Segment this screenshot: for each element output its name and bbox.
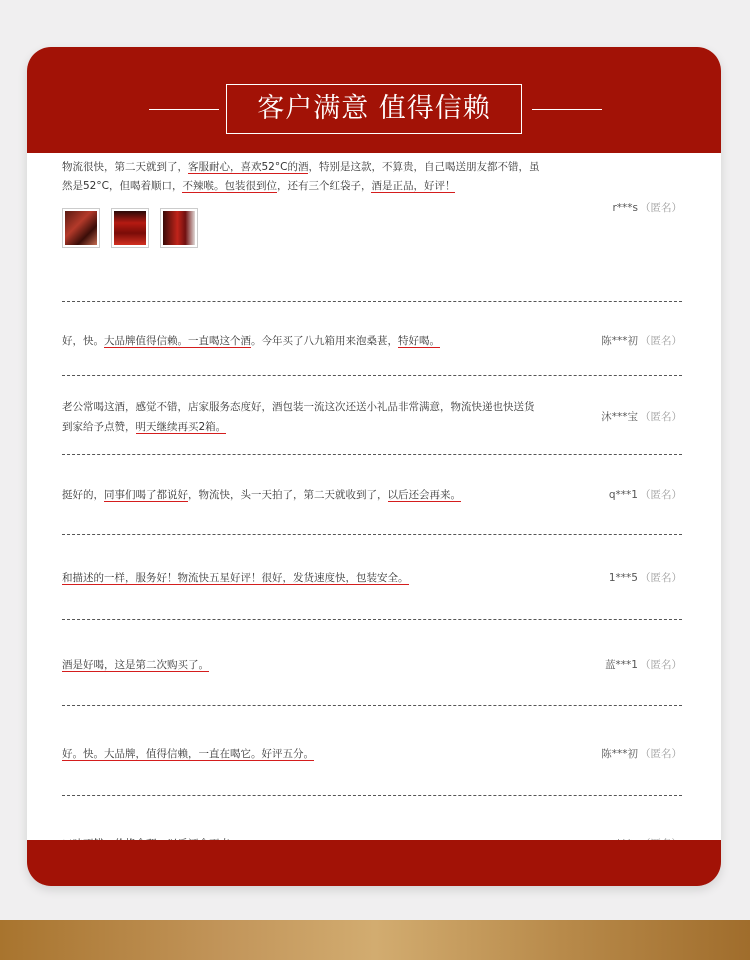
review-text [62,397,542,437]
card-footer [27,840,721,886]
review-highlight: 明天继续再买2箱。 [135,421,227,433]
anonymous-tag: （匿名） [640,489,682,501]
reviewer-name [542,200,682,215]
reviewer-id: q***1 [608,489,638,501]
review-text-segment: 物流很快，第二天就到了， [62,161,188,173]
review-item [62,397,682,441]
review-item [62,568,682,592]
section-title: 客户满意 值得信赖 [226,84,522,134]
review-highlight: 特好喝。 [398,335,440,347]
review-divider [62,795,682,796]
review-divider [62,705,682,706]
anonymous-tag: （匿名） [640,659,682,671]
review-divider [62,619,682,620]
review-divider [62,375,682,376]
reviewer-id: 沐***宝 [601,411,638,423]
card-header [27,47,721,153]
review-highlight: 好。快。大品牌，值得信赖，一直在喝它。好评五分。 [62,748,314,760]
review-highlight: 大品牌值得信赖。一直喝这个酒 [104,335,251,347]
anonymous-tag: （匿名） [640,335,682,347]
product-photo-thumbnail[interactable] [111,208,149,248]
review-highlight: 客服耐心，喜欢52°C的酒 [188,161,309,173]
review-item [62,655,682,679]
review-photos [62,208,209,248]
anonymous-tag: （匿名） [640,411,682,423]
review-text [62,655,542,675]
reviews-card [27,47,721,886]
reviewer-name [542,655,682,675]
product-photo-thumbnail[interactable] [160,208,198,248]
review-divider [62,534,682,535]
review-text-segment: ，特别是这款，不算贵，自己喝送朋友都不错，虽然是52°C，但喝着顺口， [62,161,540,192]
review-divider [62,301,682,302]
review-text [62,744,542,764]
reviewer-name [542,485,682,505]
review-text [62,568,542,588]
reviewer-name [542,744,682,764]
review-text-segment: 好，快。 [62,335,104,347]
review-item [62,485,682,509]
title-decor-line-right [532,109,602,110]
reviewer-name [542,407,682,427]
review-highlight: 以后还会再来。 [387,489,461,501]
reviewer-id: 1***5 [608,572,638,584]
review-text-segment: 。今年买了八九箱用来泡桑葚， [251,335,398,347]
review-item [62,744,682,768]
review-highlight: 同事们喝了都说好 [104,489,188,501]
review-text-segment: ，还有三个红袋子， [276,180,372,192]
review-text [62,485,542,505]
review-text-segment: 挺好的， [62,489,104,501]
reviewer-id: r***s [612,202,638,214]
reviewer-name [542,331,682,351]
reviewer-id: 蓝***1 [605,659,638,671]
review-highlight: 不辣喉。包装很到位 [182,180,277,192]
review-text-segment: 老公常喝这酒，感觉不错，店家服务态度好，酒包装一流这次还送小礼品非常满意，物流快递也快送货到家给予点赞， [62,401,535,433]
product-photo-thumbnail[interactable] [62,208,100,248]
review-item [62,331,682,355]
reviewer-id: 陈***初 [601,748,638,760]
review-text [62,331,542,351]
review-text [62,158,542,196]
review-highlight: 酒是正品，好评！ [371,180,456,192]
anonymous-tag: （匿名） [640,572,682,584]
title-decor-line-left [149,109,219,110]
review-item [62,158,682,248]
review-highlight: 和描述的一样，服务好！物流快五星好评！很好，发货速度快，包装安全。 [62,572,409,584]
review-highlight: 酒是好喝，这是第二次购买了。 [62,659,209,671]
reviewer-name [542,568,682,588]
bottom-gold-band [0,920,750,960]
review-divider [62,454,682,455]
reviewer-id: 陈***初 [601,335,638,347]
review-text-segment: ，物流快，头一天拍了，第二天就收到了， [188,489,388,501]
anonymous-tag: （匿名） [640,202,682,214]
anonymous-tag: （匿名） [640,748,682,760]
